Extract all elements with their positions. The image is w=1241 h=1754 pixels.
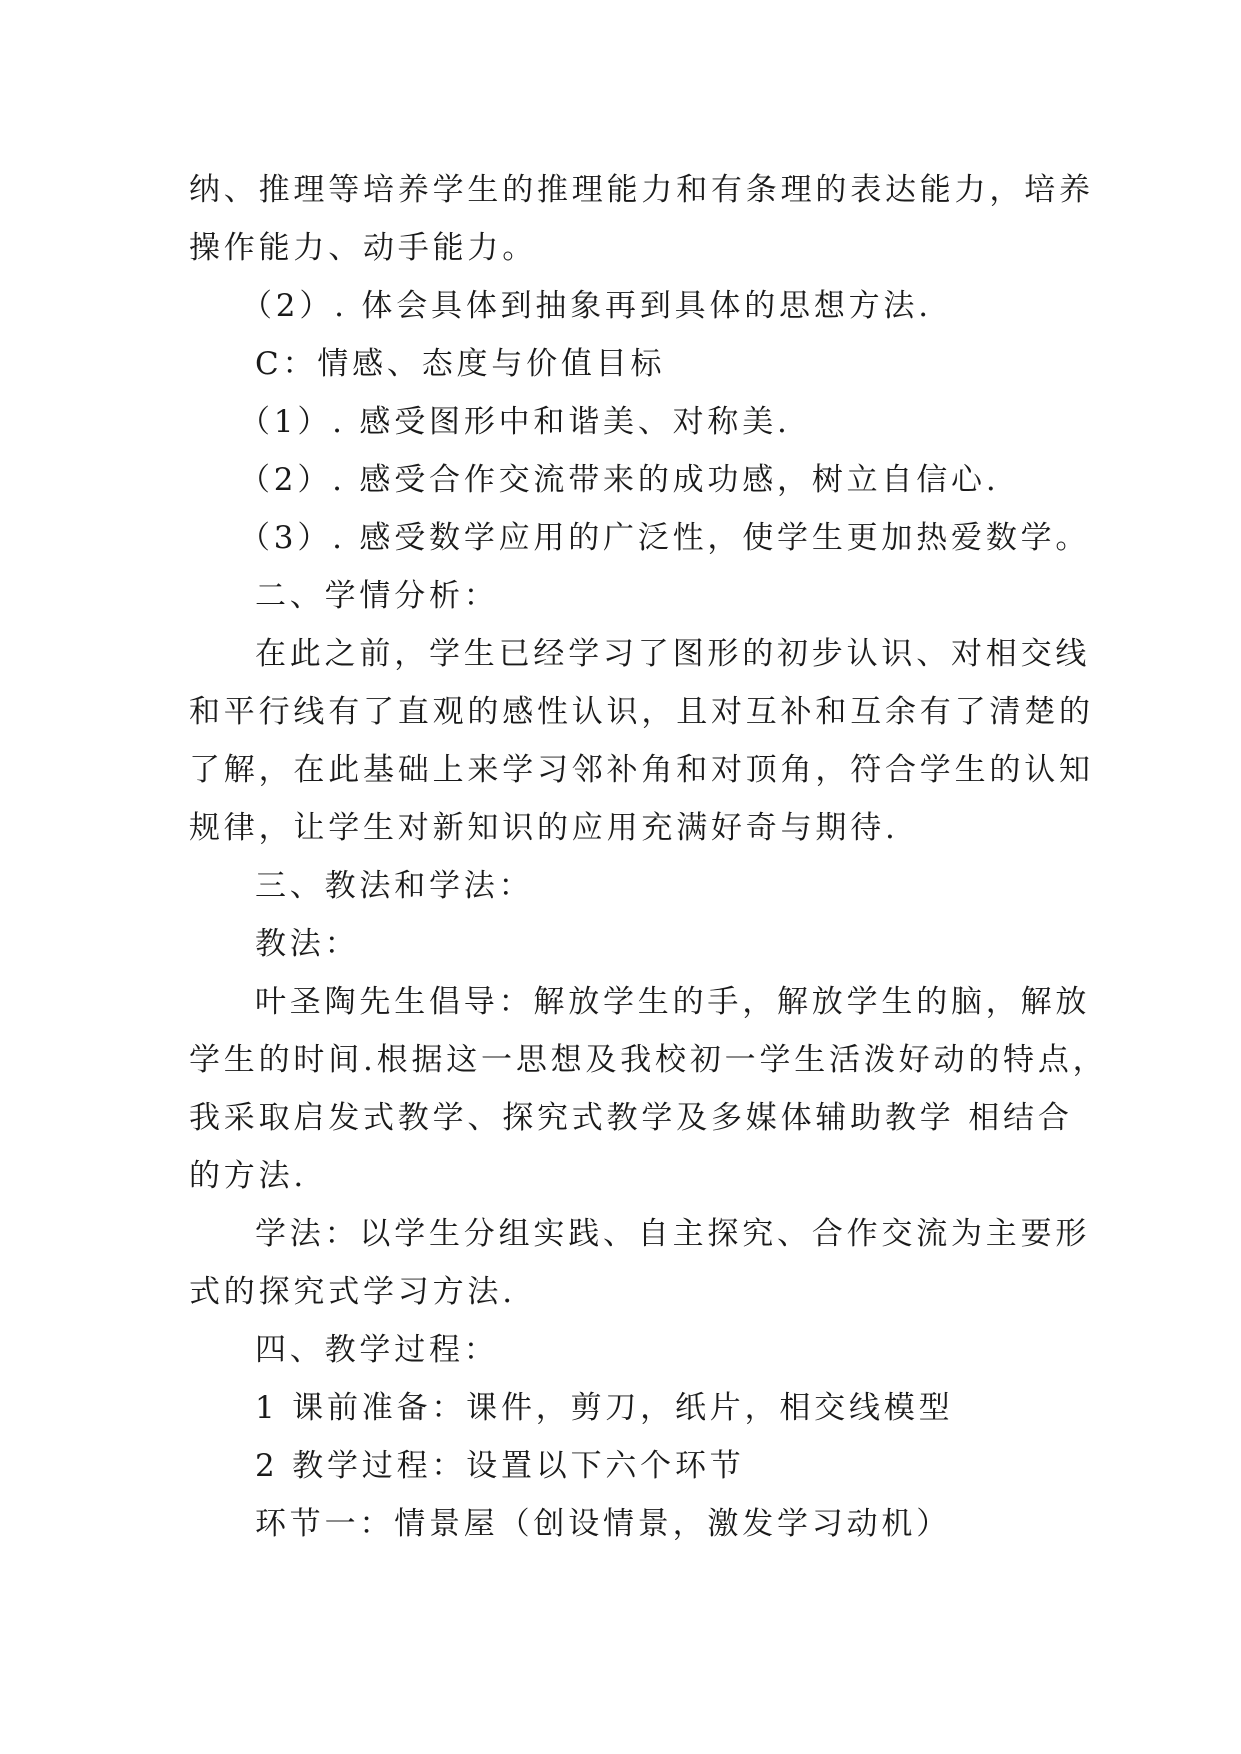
paragraph-line: 规律，让学生对新知识的应用充满好奇与期待. [189, 810, 899, 846]
paragraph-line: 了解，在此基础上来学习邻补角和对顶角，符合学生的认知 [189, 752, 1094, 788]
paragraph-line: （2）. 体会具体到抽象再到具体的思想方法. [241, 288, 932, 324]
paragraph-line: 式的探究式学习方法. [189, 1274, 516, 1310]
section-subheading: C：情感、态度与价值目标 [255, 346, 666, 382]
paragraph-line: 的方法. [189, 1158, 308, 1194]
document-body [189, 161, 1108, 1553]
section-subheading: 教法： [255, 926, 360, 962]
section-heading: 三、教法和学法： [255, 868, 534, 904]
list-item: （2）. 感受合作交流带来的成功感，树立自信心. [239, 462, 1000, 498]
paragraph-line: 学法：以学生分组实践、自主探究、合作交流为主要形 [255, 1216, 1091, 1252]
paragraph-line: 操作能力、动手能力。 [189, 230, 537, 266]
paragraph-line: 和平行线有了直观的感性认识，且对互补和互余有了清楚的 [189, 694, 1094, 730]
paragraph-line: 我采取启发式教学、探究式教学及多媒体辅助教学 相结合 [189, 1100, 1073, 1136]
paragraph-line: 学生的时间.根据这一思想及我校初一学生活泼好动的特点， [189, 1042, 1108, 1078]
paragraph-line: 在此之前，学生已经学习了图形的初步认识、对相交线 [255, 636, 1091, 672]
paragraph-line: 环节一：情景屋（创设情景，激发学习动机） [255, 1506, 951, 1542]
list-item: （3）. 感受数学应用的广泛性，使学生更加热爱数学。 [239, 520, 1091, 556]
list-item: 1 课前准备：课件，剪刀，纸片，相交线模型 [255, 1390, 954, 1426]
paragraph-line: 纳、推理等培养学生的推理能力和有条理的表达能力，培养 [189, 172, 1094, 208]
section-heading: 二、学情分析： [255, 578, 499, 614]
list-item: 2 教学过程：设置以下六个环节 [255, 1448, 745, 1484]
section-heading: 四、教学过程： [255, 1332, 499, 1368]
paragraph-line: 叶圣陶先生倡导：解放学生的手，解放学生的脑，解放 [255, 984, 1091, 1020]
list-item: （1）. 感受图形中和谐美、对称美. [239, 404, 791, 440]
